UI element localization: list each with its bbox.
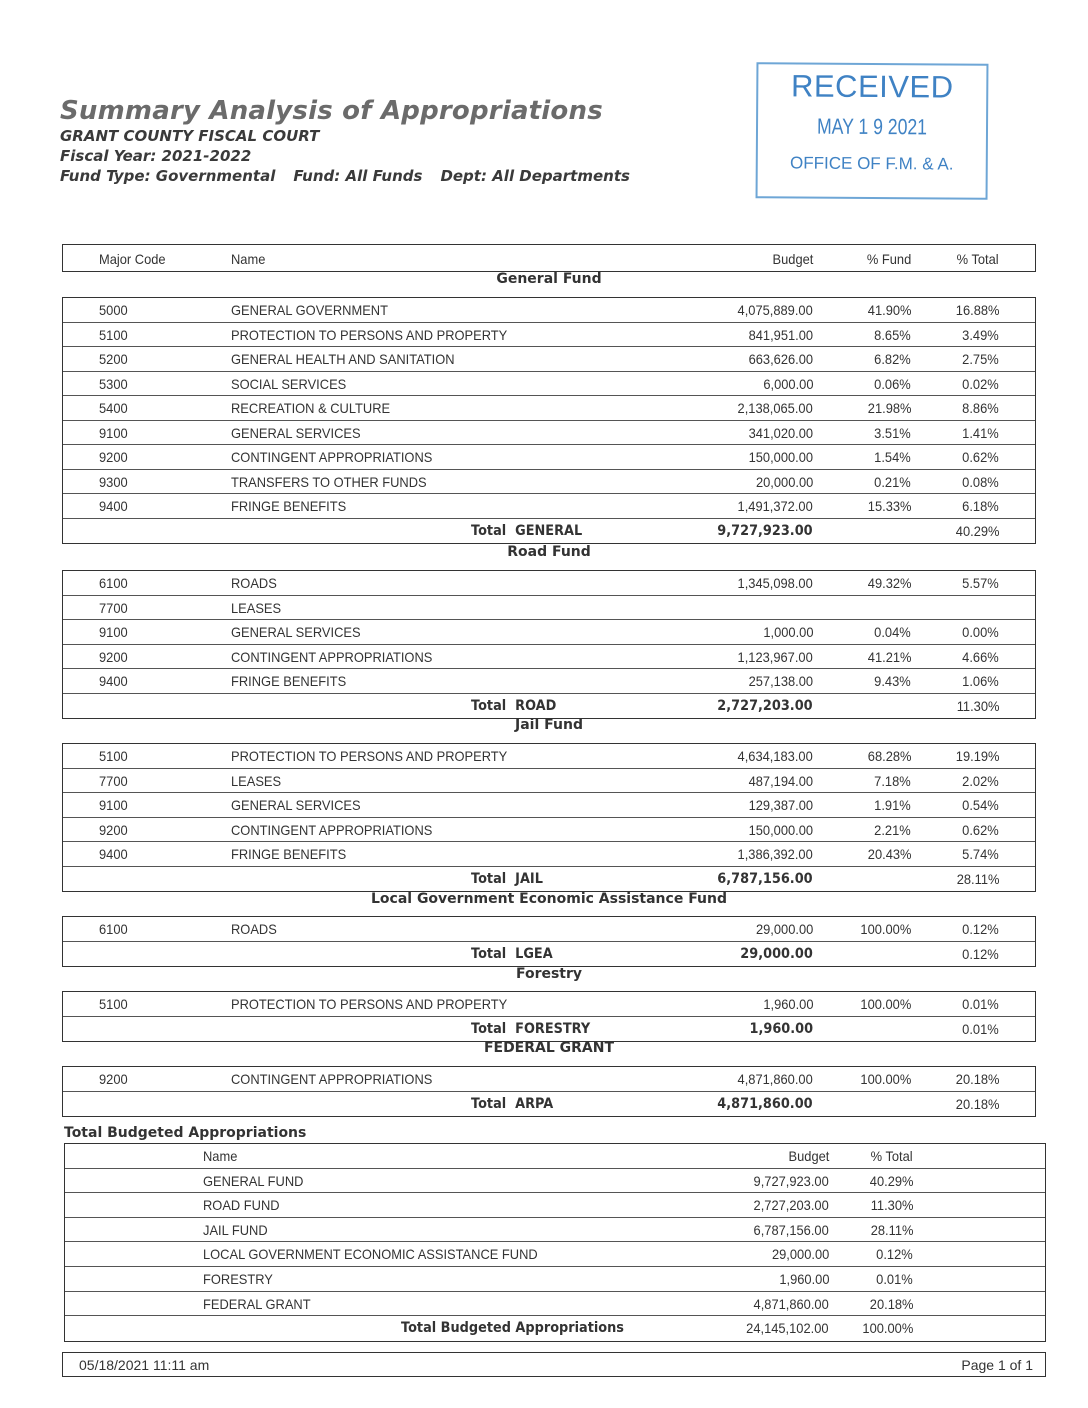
budget-value: 1,960.00	[762, 996, 813, 1012]
pct-total-value: 0.01%	[962, 996, 999, 1012]
pct-total-value: 2.75%	[962, 351, 999, 367]
budget-value: 2,138,065.00	[737, 400, 813, 416]
fund-type: Fund Type: Governmental	[60, 167, 276, 185]
major-code: 6100	[99, 921, 128, 937]
budget-value: 1,345,098.00	[737, 575, 813, 591]
pct-total-value: 3.49%	[962, 326, 999, 343]
table-row	[63, 494, 1035, 519]
section-table	[62, 570, 1036, 719]
budget-value: 487,194.00	[748, 772, 813, 789]
section-label: FEDERAL GRANT	[483, 1040, 615, 1056]
fund-filter: Fund: All Funds	[293, 167, 423, 185]
total-budget: 9,727,923.00	[717, 522, 813, 539]
total-budget: 6,787,156.00	[717, 870, 813, 887]
pct-fund-value: 3.51%	[874, 424, 911, 441]
major-code: 5100	[99, 748, 128, 764]
pct-total-value: 0.08%	[962, 473, 999, 490]
pct-fund-value: 2.21%	[874, 821, 911, 838]
budget-value: 257,138.00	[748, 673, 813, 689]
fund-budget: 6,787,156.00	[753, 1221, 829, 1238]
summary-row	[65, 1242, 1045, 1267]
section-label: Jail Fund	[515, 717, 583, 733]
fiscal-year: Fiscal Year: 2021-2022	[60, 147, 252, 165]
major-code: 7700	[99, 599, 128, 616]
table-row	[63, 842, 1035, 867]
summary-row	[65, 1292, 1045, 1317]
line-name: RECREATION & CULTURE	[231, 400, 391, 416]
fund-budget: 29,000.00	[771, 1246, 829, 1263]
stamp-received: RECEIVED	[790, 68, 954, 105]
summary-title: Total Budgeted Appropriations	[64, 1125, 307, 1141]
entity-name: GRANT COUNTY FISCAL COURT	[60, 127, 320, 145]
total-budget: 29,000.00	[740, 945, 813, 962]
line-name: FRINGE BENEFITS	[231, 846, 347, 862]
major-code: 5300	[99, 375, 128, 392]
pct-fund-value: 68.28%	[867, 748, 911, 764]
pct-total-value: 0.62%	[962, 821, 999, 838]
table-row	[63, 396, 1035, 421]
pct-total-value: 4.66%	[962, 648, 999, 665]
fund-name: JAIL FUND	[203, 1221, 268, 1238]
pct-fund-value: 21.98%	[867, 400, 911, 416]
major-code: 5200	[99, 351, 128, 367]
pct-fund-value: 9.43%	[874, 673, 911, 689]
budget-value: 1,123,967.00	[737, 648, 813, 665]
total-label: Total JAIL	[471, 870, 543, 887]
budget-value: 1,491,372.00	[737, 498, 813, 514]
table-row	[63, 669, 1035, 694]
summary-row	[65, 1193, 1045, 1218]
line-name: LEASES	[231, 772, 282, 789]
total-pct: 40.29%	[955, 522, 999, 539]
total-pct: 11.30%	[956, 697, 999, 714]
table-row	[63, 620, 1035, 645]
section-label: Local Government Economic Assistance Fund	[370, 891, 728, 907]
line-name: GENERAL SERVICES	[231, 797, 361, 813]
budget-value: 29,000.00	[755, 921, 813, 937]
line-name: FRINGE BENEFITS	[231, 673, 347, 689]
received-stamp	[756, 62, 989, 200]
pct-fund-value: 20.43%	[867, 846, 911, 862]
budget-value: 341,020.00	[748, 424, 813, 441]
pct-fund-value: 49.32%	[867, 575, 911, 591]
budget-value: 841,951.00	[748, 326, 813, 343]
table-row	[63, 744, 1035, 769]
col-budget: Budget	[772, 251, 813, 267]
line-name: PROTECTION TO PERSONS AND PROPERTY	[231, 996, 508, 1012]
page-number: Page 1 of 1	[961, 1357, 1033, 1373]
pct-fund-value: 41.21%	[867, 648, 911, 665]
table-row	[63, 372, 1035, 397]
major-code: 9400	[99, 673, 128, 689]
total-label: Total ARPA	[471, 1095, 554, 1112]
section-label: Forestry	[515, 966, 583, 982]
summary-row	[65, 1169, 1045, 1194]
total-row	[63, 1017, 1035, 1042]
section-table	[62, 297, 1036, 544]
total-pct: 0.01%	[962, 1020, 999, 1037]
budget-value: 6,000.00	[762, 375, 813, 392]
report-header	[60, 96, 630, 186]
major-code: 5000	[99, 302, 128, 318]
major-code: 9200	[99, 648, 128, 665]
budget-value: 150,000.00	[748, 821, 813, 838]
total-budget: 4,871,860.00	[717, 1095, 813, 1112]
pct-total-value: 0.02%	[962, 375, 999, 392]
pct-fund-value: 41.90%	[867, 302, 911, 318]
pct-fund-value: 0.04%	[874, 624, 911, 640]
pct-fund-value: 7.18%	[874, 772, 911, 789]
table-row	[63, 645, 1035, 670]
major-code: 9200	[99, 449, 128, 465]
pct-fund-value: 100.00%	[860, 996, 911, 1012]
pct-total-value: 0.54%	[962, 797, 999, 813]
line-name: CONTINGENT APPROPRIATIONS	[231, 449, 433, 465]
total-label: Total LGEA	[471, 945, 553, 962]
col-budget: Budget	[788, 1148, 829, 1164]
fund-pct-total: 40.29%	[869, 1172, 913, 1189]
total-pct: 28.11%	[956, 870, 999, 887]
filter-line	[60, 166, 630, 186]
line-name: GENERAL SERVICES	[231, 624, 361, 640]
total-row	[63, 942, 1035, 967]
summary-total-row	[65, 1316, 1045, 1341]
pct-total-value: 19.19%	[955, 748, 999, 764]
table-row	[63, 298, 1035, 323]
table-row	[63, 323, 1035, 348]
budget-value: 1,386,392.00	[737, 846, 813, 862]
major-code: 9100	[99, 624, 128, 640]
summary-table	[64, 1143, 1046, 1342]
pct-fund-value: 15.33%	[867, 498, 911, 514]
summary-row	[65, 1267, 1045, 1292]
major-code: 9400	[99, 498, 128, 514]
line-name: GENERAL SERVICES	[231, 424, 361, 441]
major-code: 9300	[99, 473, 128, 490]
fund-pct-total: 0.01%	[876, 1270, 913, 1287]
grand-total-budget: 24,145,102.00	[746, 1320, 829, 1337]
pct-total-value: 1.41%	[962, 424, 999, 441]
pct-fund-value: 1.91%	[874, 797, 911, 813]
pct-total-value: 0.62%	[962, 449, 999, 465]
fund-name: ROAD FUND	[203, 1197, 280, 1214]
fund-budget: 2,727,203.00	[753, 1197, 829, 1214]
fund-pct-total: 11.30%	[870, 1197, 913, 1214]
total-pct: 20.18%	[955, 1095, 999, 1112]
pct-fund-value: 0.21%	[874, 473, 911, 490]
pct-total-value: 2.02%	[962, 772, 999, 789]
major-code: 5100	[99, 326, 128, 343]
pct-total-value: 8.86%	[962, 400, 999, 416]
pct-fund-value: 1.54%	[874, 449, 911, 465]
line-name: PROTECTION TO PERSONS AND PROPERTY	[231, 748, 508, 764]
pct-total-value: 0.12%	[962, 921, 999, 937]
summary-row	[65, 1218, 1045, 1243]
fund-name: FEDERAL GRANT	[203, 1295, 311, 1312]
grand-total-pct: 100.00%	[862, 1320, 913, 1337]
total-budget: 2,727,203.00	[717, 697, 813, 714]
section-table	[62, 743, 1036, 892]
table-row	[63, 445, 1035, 470]
pct-total-value: 0.00%	[962, 624, 999, 640]
col-pct-total: % Total	[870, 1148, 913, 1164]
budget-value: 129,387.00	[748, 797, 813, 813]
total-label: Total FORESTRY	[471, 1020, 591, 1037]
stamp-office: OFFICE OF F.M. & A.	[790, 153, 954, 174]
table-row	[63, 769, 1035, 794]
major-code: 7700	[99, 772, 128, 789]
stamp-date: MAY 1 9 2021	[816, 113, 928, 140]
total-row	[63, 867, 1035, 892]
table-row	[63, 818, 1035, 843]
pct-total-value: 5.57%	[962, 575, 999, 591]
budget-value: 4,871,860.00	[737, 1071, 813, 1087]
major-code: 9100	[99, 797, 128, 813]
section-label: Road Fund	[507, 544, 591, 560]
grand-total-label: Total Budgeted Appropriations	[401, 1320, 624, 1337]
budget-value: 4,075,889.00	[737, 302, 813, 318]
budget-value: 4,634,183.00	[737, 748, 813, 764]
table-row	[63, 1067, 1035, 1092]
table-row	[63, 571, 1035, 596]
pct-fund-value: 100.00%	[860, 1071, 911, 1087]
fund-budget: 4,871,860.00	[753, 1295, 829, 1312]
total-row	[63, 694, 1035, 719]
fund-name: GENERAL FUND	[203, 1172, 304, 1189]
line-name: GENERAL GOVERNMENT	[231, 302, 388, 318]
line-name: LEASES	[231, 599, 282, 616]
total-label: Total GENERAL	[471, 522, 583, 539]
table-row	[63, 421, 1035, 446]
line-name: ROADS	[231, 921, 277, 937]
line-name: GENERAL HEALTH AND SANITATION	[231, 351, 455, 367]
report-title: Summary Analysis of Appropriations	[60, 96, 603, 126]
major-code: 9400	[99, 846, 128, 862]
major-code: 5400	[99, 400, 128, 416]
col-pct-total: % Total	[956, 251, 999, 267]
total-pct: 0.12%	[962, 945, 999, 962]
pct-fund-value: 100.00%	[860, 921, 911, 937]
total-row	[63, 519, 1035, 544]
pct-total-value: 16.88%	[955, 302, 999, 318]
section-table	[62, 1066, 1036, 1117]
total-label: Total ROAD	[471, 697, 557, 714]
table-row	[63, 917, 1035, 942]
column-header	[62, 244, 1036, 272]
summary-header-row	[65, 1144, 1045, 1169]
table-row	[63, 470, 1035, 495]
pct-total-value: 5.74%	[962, 846, 999, 862]
budget-value: 150,000.00	[748, 449, 813, 465]
fund-pct-total: 28.11%	[870, 1221, 913, 1238]
table-row	[63, 992, 1035, 1017]
line-name: FRINGE BENEFITS	[231, 498, 347, 514]
pct-fund-value: 8.65%	[874, 326, 911, 343]
fund-name: FORESTRY	[203, 1270, 273, 1287]
col-pct-fund: % Fund	[866, 251, 911, 267]
total-budget: 1,960.00	[749, 1020, 813, 1037]
dept-filter: Dept: All Departments	[440, 167, 630, 185]
major-code: 6100	[99, 575, 128, 591]
section-label: General Fund	[496, 271, 602, 287]
line-name: CONTINGENT APPROPRIATIONS	[231, 821, 433, 838]
major-code: 5100	[99, 996, 128, 1012]
pct-fund-value: 0.06%	[874, 375, 911, 392]
line-name: CONTINGENT APPROPRIATIONS	[231, 648, 433, 665]
line-name: SOCIAL SERVICES	[231, 375, 347, 392]
pct-total-value: 6.18%	[962, 498, 999, 514]
pct-fund-value: 6.82%	[874, 351, 911, 367]
fund-name: LOCAL GOVERNMENT ECONOMIC ASSISTANCE FUND	[203, 1246, 538, 1263]
budget-value: 20,000.00	[755, 473, 813, 490]
col-name: Name	[203, 1148, 238, 1164]
budget-value: 663,626.00	[748, 351, 813, 367]
major-code: 9100	[99, 424, 128, 441]
print-timestamp: 05/18/2021 11:11 am	[79, 1357, 210, 1373]
section-table	[62, 916, 1036, 967]
total-row	[63, 1092, 1035, 1117]
line-name: ROADS	[231, 575, 277, 591]
pct-total-value: 20.18%	[955, 1071, 999, 1087]
col-name: Name	[231, 251, 266, 267]
line-name: TRANSFERS TO OTHER FUNDS	[231, 473, 427, 490]
section-table	[62, 991, 1036, 1042]
table-row	[63, 347, 1035, 372]
column-header-row	[63, 245, 1035, 271]
line-name: PROTECTION TO PERSONS AND PROPERTY	[231, 326, 508, 343]
col-major-code: Major Code	[99, 251, 166, 267]
fund-pct-total: 0.12%	[876, 1246, 913, 1263]
budget-value: 1,000.00	[762, 624, 813, 640]
major-code: 9200	[99, 821, 128, 838]
page-footer	[62, 1352, 1046, 1377]
fund-budget: 1,960.00	[778, 1270, 829, 1287]
line-name: CONTINGENT APPROPRIATIONS	[231, 1071, 433, 1087]
table-row	[63, 793, 1035, 818]
table-row	[63, 596, 1035, 621]
fund-pct-total: 20.18%	[869, 1295, 913, 1312]
major-code: 9200	[99, 1071, 128, 1087]
pct-total-value: 1.06%	[962, 673, 999, 689]
fund-budget: 9,727,923.00	[753, 1172, 829, 1189]
